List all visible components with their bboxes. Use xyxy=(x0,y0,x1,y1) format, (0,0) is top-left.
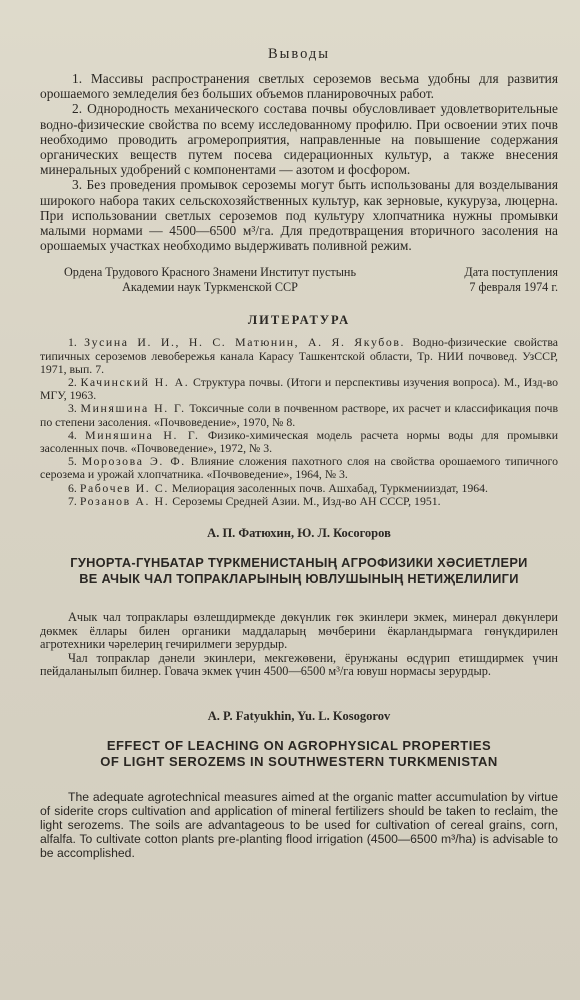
reference-number: 3. xyxy=(68,401,77,416)
reference-item xyxy=(40,455,558,481)
turkmen-paragraph-1: Ачык чал топраклары өзлешдирмекде дөкүнлик гөк экинлери экмек, минерал дөкүнлери дөкмек ёллары билен органики маддаларың мөчберини ёкарландырмага гөнүкдирилен агротехники чәрелериң гечирилмеги зерурдыр. xyxy=(40,610,558,652)
reference-authors: Розанов А. Н. xyxy=(79,493,170,508)
reference-item xyxy=(40,495,558,508)
reference-item xyxy=(40,336,558,376)
affiliation-block xyxy=(40,265,558,295)
turkmen-title-line-2: ВЕ АЧЫК ЧАЛ ТОПРАКЛАРЫНЫҢ ЮВЛУШЫНЫҢ НЕТИҖЕЛИЛИГИ xyxy=(79,571,519,587)
reference-authors: Рабочев И. С. xyxy=(79,480,169,495)
reference-text: Мелиорация засоленных почв. Ашхабад, Туркменииздат, 1964. xyxy=(171,480,488,495)
reference-text: Физико-химическая модель расчета нормы воды для промывки засоленных почв. «Почвоведение», 1972, № 3. xyxy=(40,427,559,456)
literature-section xyxy=(40,313,558,508)
reference-authors: Морозова Э. Ф. xyxy=(81,454,186,469)
reference-item xyxy=(40,429,558,455)
conclusions-title: Выводы xyxy=(267,46,331,62)
english-abstract: The adequate agrotechnical measures aimed at the organic matter accumulation by virtue of siderite crops cultivation and application of mineral fertilizers should be taken to reclaim, the light serozems. The soils are advantageous to be used for cultivation of cereal grains, corn, alfalfa. To cultivate cotton plants pre-planting flood irrigation (4500—6500 m³/ha) is advisable to be accomplished. xyxy=(40,790,558,861)
received-date: 7 февраля 1974 г. xyxy=(469,280,558,295)
english-title-line-2: OF LIGHT SEROZEMS IN SOUTHWESTERN TURKMENISTAN xyxy=(100,754,498,770)
conclusions-section xyxy=(40,46,558,253)
turkmen-paragraph-2: Чал топраклар дәнели экинлери, мекгежөвени, ёрунжаны өсдүрип етишдирмек үчин пейдаланылып билнер. Говача экмек үчин 4500—6500 м³/га ювуш нормасы зерурдыр. xyxy=(40,650,558,679)
reference-text: Водно-физические свойства типичных сероземов левобережья канала Карасу Ташкентской области, Тр. НИИ почвовед. УзССР, 1971, вып. 7. xyxy=(40,335,558,376)
reference-list xyxy=(40,336,558,508)
reference-authors: Миняшина Н. Г. xyxy=(80,401,186,416)
english-summary xyxy=(40,709,558,860)
reference-number: 5. xyxy=(68,454,77,469)
reference-authors: Зусина И. И., Н. С. Матюнин, А. Я. Якубов. xyxy=(84,335,406,350)
reference-item xyxy=(40,376,558,402)
turkmen-title xyxy=(40,555,558,587)
english-authors: A. P. Fatyukhin, Yu. L. Kosogorov xyxy=(207,709,391,724)
english-title-line-1: EFFECT OF LEACHING ON AGROPHYSICAL PROPERTIES xyxy=(106,738,492,754)
conclusion-item-1: 1. Массивы распространения светлых сероземов весьма удобны для развития орошаемого земледелия без больших объемов планировочных работ. xyxy=(40,71,558,102)
turkmen-authors: А. П. Фатюхин, Ю. Л. Косогоров xyxy=(207,526,391,541)
reference-item xyxy=(40,402,558,428)
literature-title: ЛИТЕРАТУРА xyxy=(247,313,351,328)
turkmen-summary xyxy=(40,526,558,679)
received-date-block xyxy=(408,265,558,295)
reference-text: Сероземы Средней Азии. М., Изд-во АН СССР, 1951. xyxy=(172,493,441,508)
reference-number: 4. xyxy=(68,427,77,442)
reference-authors: Качинский Н. А. xyxy=(80,375,190,390)
turkmen-title-line-1: ГУНОРТА-ГҮНБАТАР ТҮРКМЕНИСТАНЫҢ АГРОФИЗИКИ ХӘСИЕТЛЕРИ xyxy=(70,555,528,571)
institute-line-2: Академии наук Туркменской ССР xyxy=(122,280,298,295)
conclusion-item-2: 2. Однородность механического состава почвы обусловливает удовлетворительные водно-физические свойства по всему исследованному профилю. При освоении этих почв необходимо проводить агромероприятия, направленные на повышение содержания органических веществ путем посева сидерационных культур, а также внесения минеральных удобрений с компонентами — азотом и фосфором. xyxy=(40,101,558,178)
english-title xyxy=(40,738,558,770)
received-label: Дата поступления xyxy=(464,265,558,280)
institute-affiliation xyxy=(40,265,380,295)
reference-text: Структура почвы. (Итоги и перспективы изучения вопроса). М., Изд-во МГУ, 1963. xyxy=(40,375,559,403)
reference-text: Влияние сложения пахотного слоя на свойства орошаемого типичного серозема и урожай хлопчатника. «Почвоведение», 1964, № 3. xyxy=(40,454,558,482)
reference-number: 2. xyxy=(68,375,77,390)
conclusion-item-3: 3. Без проведения промывок сероземы могут быть использованы для возделывания широкого набора таких сельскохозяйственных культур, как зерновые, кукуруза, люцерна. При использовании светлых сероземов под культуру хлопчатника нужны промывки малыми нормами — 4500—6500 м³/га. Для предотвращения вторичного засоления на орошаемых участках необходимо выдерживать поливной режим. xyxy=(40,177,558,254)
reference-number: 6. xyxy=(68,480,77,495)
reference-number: 7. xyxy=(68,493,77,508)
institute-line-1: Ордена Трудового Красного Знамени Институт пустынь xyxy=(63,265,357,280)
reference-authors: Миняшина Н. Г. xyxy=(85,427,200,442)
reference-text: Токсичные соли в почвенном растворе, их расчет и классификация почв по степени засоления. «Почвоведение», 1970, № 8. xyxy=(40,401,559,429)
reference-number: 1. xyxy=(68,335,77,350)
